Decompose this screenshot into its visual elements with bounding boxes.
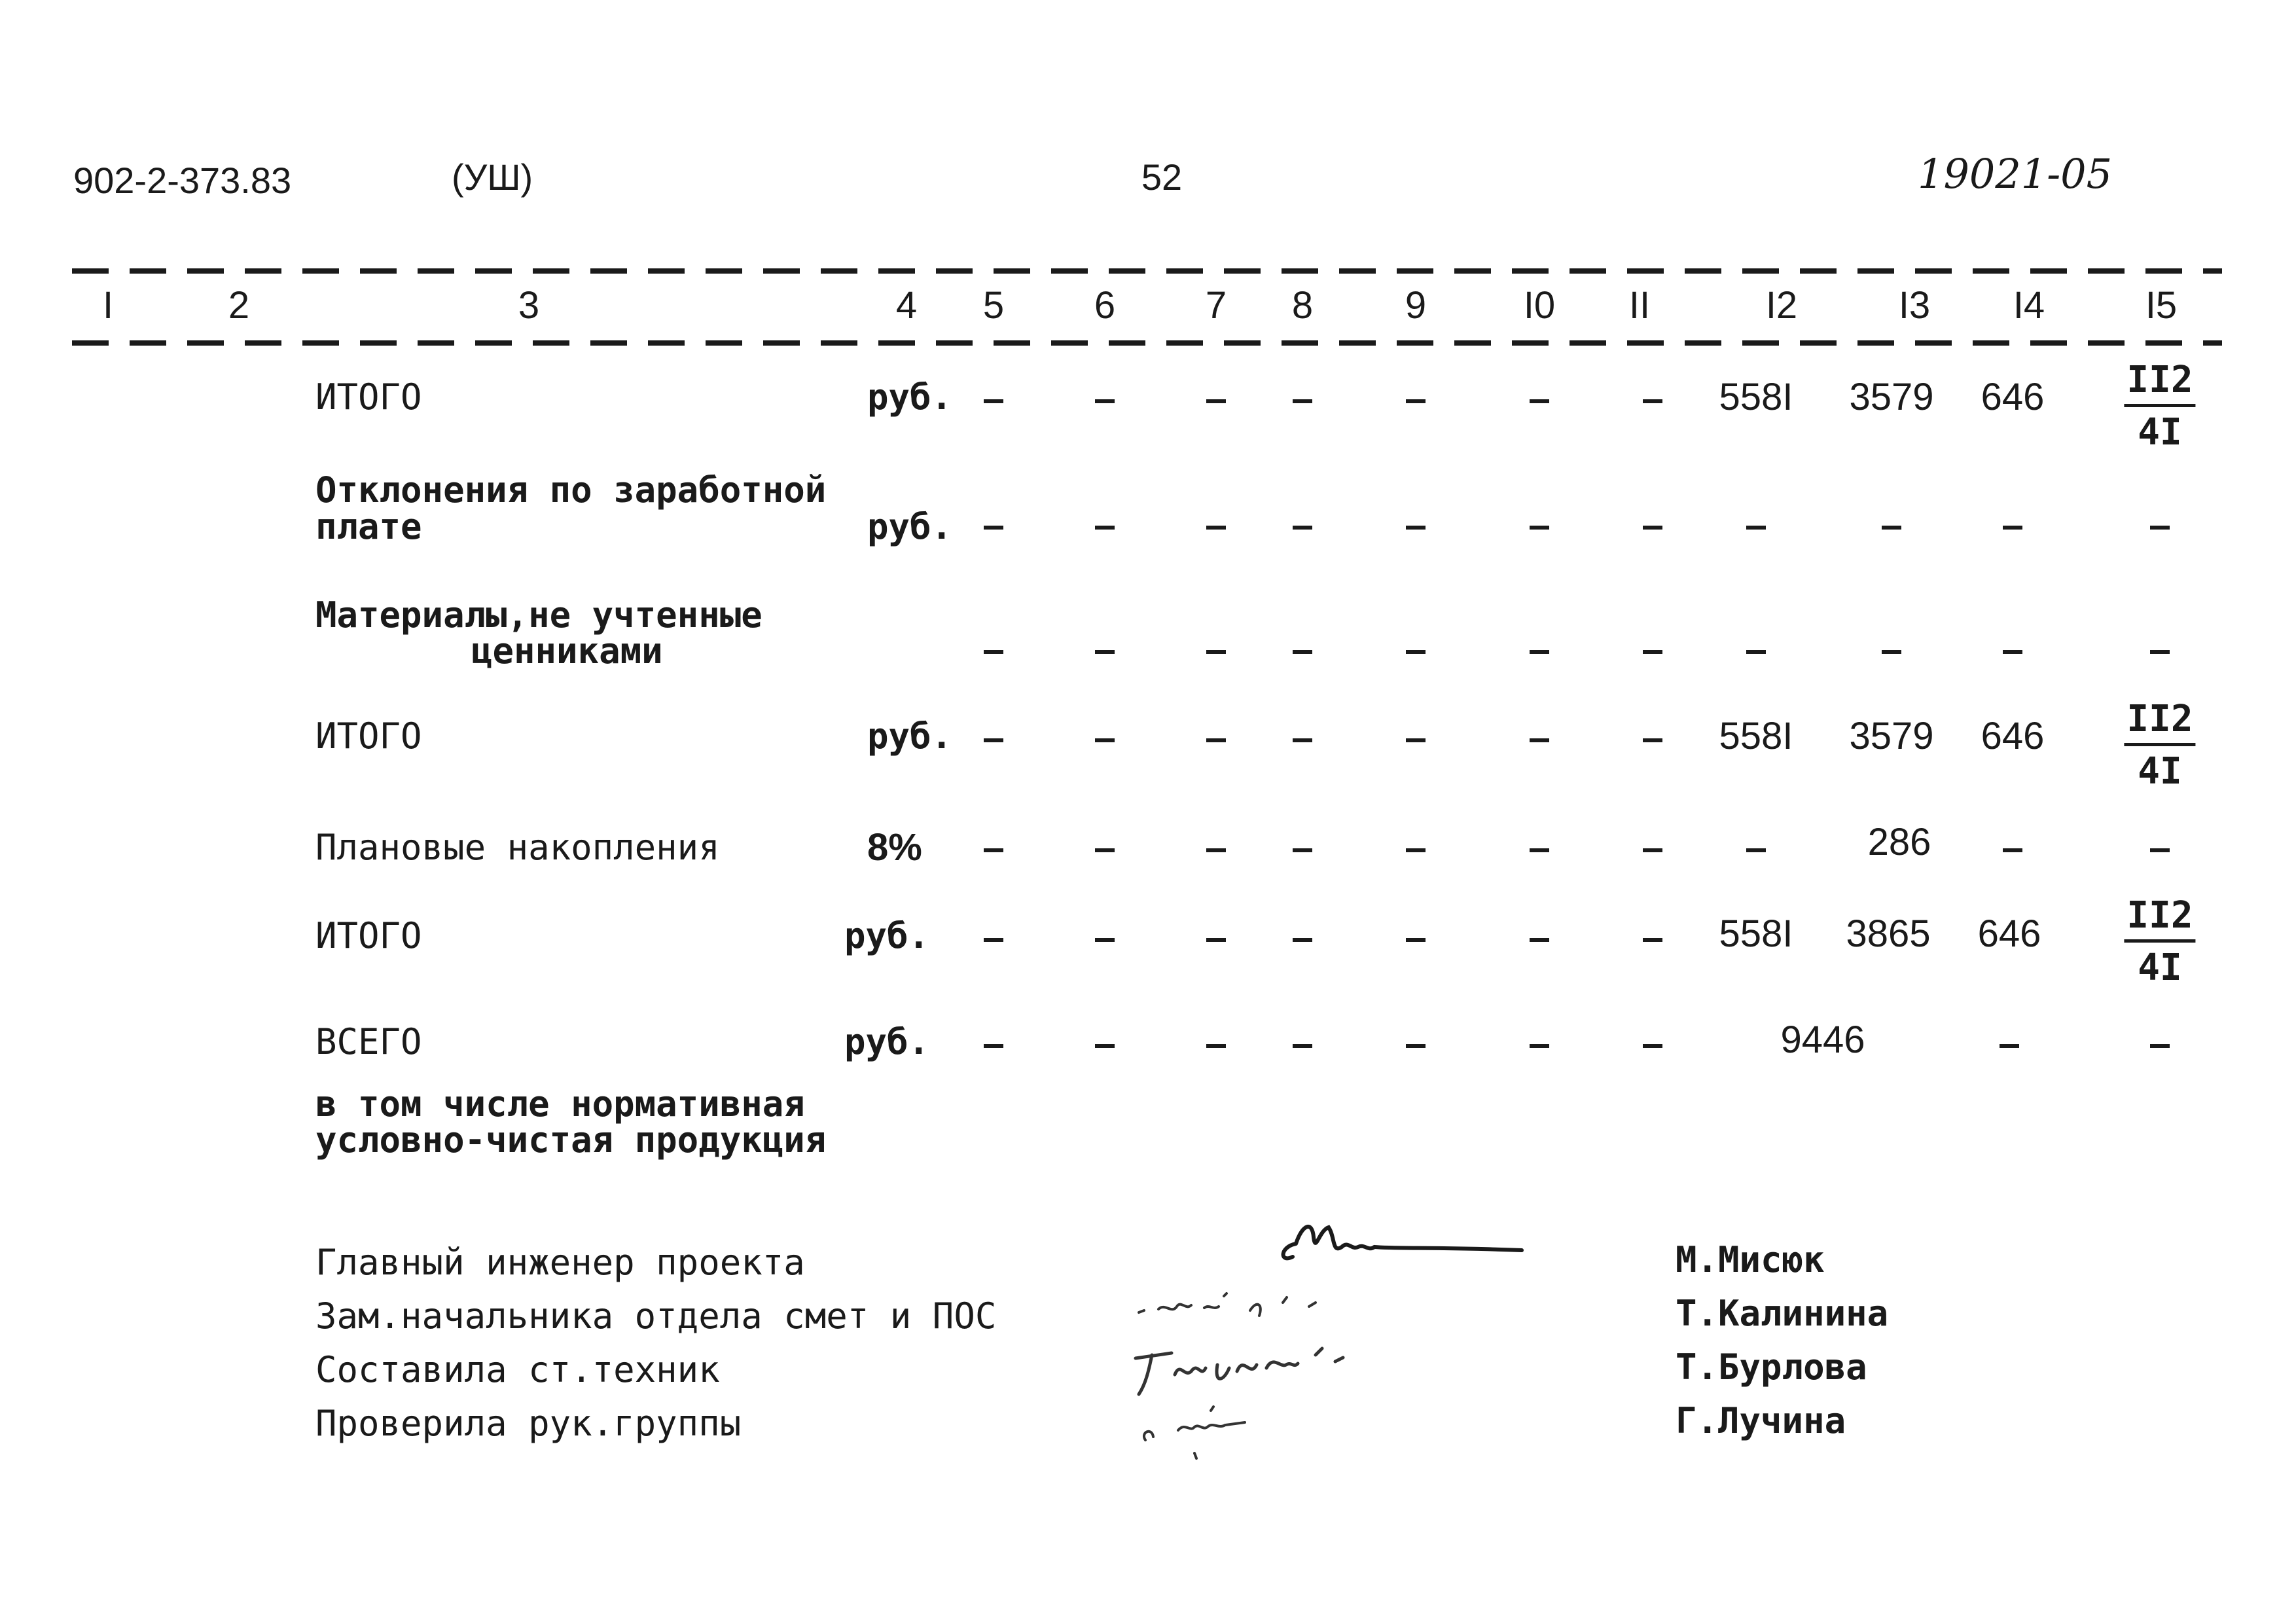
column-header-4: 4 bbox=[895, 284, 918, 327]
empty-cell-dash bbox=[2150, 848, 2170, 852]
cell-col13: 3579 bbox=[1849, 376, 1934, 418]
empty-cell-dash bbox=[1095, 938, 1115, 942]
empty-cell-dash bbox=[1406, 848, 1426, 852]
row-itogo-label: ИТОГО bbox=[315, 915, 422, 956]
empty-cell-dash bbox=[1882, 650, 1901, 654]
empty-cell-dash bbox=[2150, 526, 2170, 530]
empty-cell-dash bbox=[1293, 738, 1312, 742]
signatory-name: М.Мисюк bbox=[1676, 1239, 1825, 1280]
signature-role: Зам.начальника отдела смет и ПОС bbox=[315, 1295, 997, 1337]
empty-cell-dash bbox=[1406, 526, 1426, 530]
empty-cell-dash bbox=[1406, 738, 1426, 742]
empty-cell-dash bbox=[1095, 650, 1115, 654]
cell-col12: 558I bbox=[1719, 376, 1793, 418]
column-header-1: I bbox=[102, 284, 114, 327]
empty-cell-dash bbox=[1206, 650, 1226, 654]
column-header-9: 9 bbox=[1405, 284, 1427, 327]
empty-cell-dash bbox=[1643, 1044, 1662, 1048]
empty-cell-dash bbox=[1643, 650, 1662, 654]
empty-cell-dash bbox=[984, 738, 1003, 742]
row-unit: руб. bbox=[867, 506, 953, 547]
empty-cell-dash bbox=[1643, 848, 1662, 852]
row-mater-label-1: Материалы,не учтенные bbox=[315, 594, 762, 636]
row-vsego-label: ВСЕГО bbox=[315, 1021, 422, 1062]
empty-cell-dash bbox=[1206, 738, 1226, 742]
empty-cell-dash bbox=[1095, 1044, 1115, 1048]
empty-cell-dash bbox=[1095, 848, 1115, 852]
empty-cell-dash bbox=[1293, 526, 1312, 530]
column-header-14: I4 bbox=[2013, 284, 2045, 327]
cell-col15-fraction bbox=[2124, 698, 2195, 793]
column-header-8: 8 bbox=[1291, 284, 1314, 327]
column-header-15: I5 bbox=[2145, 284, 2178, 327]
empty-cell-dash bbox=[1293, 848, 1312, 852]
row-unit: руб. bbox=[844, 1021, 930, 1062]
empty-cell-dash bbox=[1643, 526, 1662, 530]
empty-cell-dash bbox=[1406, 938, 1426, 942]
signature-role: Главный инженер проекта bbox=[315, 1242, 805, 1283]
empty-cell-dash bbox=[1406, 1044, 1426, 1048]
handwritten-signature bbox=[1132, 1276, 1381, 1335]
empty-cell-dash bbox=[1530, 848, 1549, 852]
empty-cell-dash bbox=[1643, 938, 1662, 942]
empty-cell-dash bbox=[1206, 1044, 1226, 1048]
document-code: 902-2-373.83 bbox=[73, 160, 292, 201]
empty-cell-dash bbox=[1746, 848, 1766, 852]
empty-cell-dash bbox=[1643, 738, 1662, 742]
row-unit: руб. bbox=[867, 376, 953, 418]
empty-cell-dash bbox=[1095, 399, 1115, 403]
empty-cell-dash bbox=[1530, 1044, 1549, 1048]
cell-col12-13-total: 9446 bbox=[1780, 1019, 1865, 1061]
empty-cell-dash bbox=[1530, 650, 1549, 654]
column-header-7: 7 bbox=[1205, 284, 1227, 327]
cell-col13: 286 bbox=[1867, 821, 1931, 863]
column-header-13: I3 bbox=[1898, 284, 1931, 327]
fraction-numerator: II2 bbox=[2124, 894, 2195, 943]
fraction-denominator: 4I bbox=[2138, 750, 2182, 793]
fraction-denominator: 4I bbox=[2138, 947, 2182, 989]
cell-col13: 3865 bbox=[1846, 912, 1931, 955]
empty-cell-dash bbox=[1293, 938, 1312, 942]
row-unit: руб. bbox=[844, 915, 930, 956]
column-header-12: I2 bbox=[1765, 284, 1798, 327]
empty-cell-dash bbox=[1293, 1044, 1312, 1048]
row-itogo-label: ИТОГО bbox=[315, 376, 422, 418]
signatory-name: Г.Лучина bbox=[1676, 1400, 1846, 1441]
cell-col14: 646 bbox=[1977, 912, 2041, 955]
header-bottom-rule bbox=[72, 340, 2222, 346]
column-header-11: II bbox=[1628, 284, 1651, 327]
note-line-2: условно-чистая продукция bbox=[315, 1119, 827, 1161]
row-otkl-label-1: Отклонения по заработной bbox=[315, 469, 827, 511]
row-mater-label-2: ценниками bbox=[471, 630, 663, 672]
empty-cell-dash bbox=[1206, 938, 1226, 942]
empty-cell-dash bbox=[1293, 650, 1312, 654]
fraction-numerator: II2 bbox=[2124, 698, 2195, 746]
empty-cell-dash bbox=[984, 399, 1003, 403]
empty-cell-dash bbox=[1530, 938, 1549, 942]
empty-cell-dash bbox=[2003, 526, 2022, 530]
archive-number: 19021-05 bbox=[1918, 150, 2113, 198]
empty-cell-dash bbox=[1406, 399, 1426, 403]
empty-cell-dash bbox=[1095, 738, 1115, 742]
fraction-numerator: II2 bbox=[2124, 359, 2195, 407]
empty-cell-dash bbox=[1530, 526, 1549, 530]
page-number: 52 bbox=[1141, 156, 1183, 198]
column-header-2: 2 bbox=[228, 284, 250, 327]
signatory-name: Т.Бурлова bbox=[1676, 1346, 1867, 1388]
header-top-rule bbox=[72, 268, 2222, 274]
empty-cell-dash bbox=[984, 526, 1003, 530]
signature-role: Проверила рук.группы bbox=[315, 1403, 742, 1444]
note-line-1: в том числе нормативная bbox=[315, 1083, 805, 1125]
row-unit: руб. bbox=[867, 715, 953, 757]
cell-col15-fraction bbox=[2124, 894, 2195, 989]
empty-cell-dash bbox=[2150, 1044, 2170, 1048]
signatory-name: Т.Калинина bbox=[1676, 1293, 1889, 1334]
row-plan-label: Плановые накопления bbox=[315, 827, 720, 868]
empty-cell-dash bbox=[1530, 399, 1549, 403]
fraction-denominator: 4I bbox=[2138, 411, 2182, 454]
empty-cell-dash bbox=[2000, 1044, 2019, 1048]
column-header-10: I0 bbox=[1523, 284, 1556, 327]
cell-col15-fraction bbox=[2124, 359, 2195, 454]
column-header-6: 6 bbox=[1094, 284, 1116, 327]
row-itogo-label: ИТОГО bbox=[315, 715, 422, 757]
row-otkl-label-2: плате bbox=[315, 506, 422, 547]
empty-cell-dash bbox=[1293, 399, 1312, 403]
empty-cell-dash bbox=[2150, 650, 2170, 654]
row-unit: 8% bbox=[867, 826, 922, 869]
cell-col13: 3579 bbox=[1849, 715, 1934, 757]
empty-cell-dash bbox=[1206, 399, 1226, 403]
empty-cell-dash bbox=[1746, 526, 1766, 530]
empty-cell-dash bbox=[1206, 526, 1226, 530]
empty-cell-dash bbox=[984, 938, 1003, 942]
column-header-5: 5 bbox=[982, 284, 1005, 327]
empty-cell-dash bbox=[1530, 738, 1549, 742]
empty-cell-dash bbox=[984, 1044, 1003, 1048]
empty-cell-dash bbox=[1406, 650, 1426, 654]
cell-col12: 558I bbox=[1719, 715, 1793, 757]
cell-col12: 558I bbox=[1719, 912, 1793, 955]
cell-col14: 646 bbox=[1981, 376, 2045, 418]
cell-col14: 646 bbox=[1981, 715, 2045, 757]
column-header-3: 3 bbox=[518, 284, 540, 327]
empty-cell-dash bbox=[2003, 650, 2022, 654]
empty-cell-dash bbox=[1643, 399, 1662, 403]
handwritten-signature bbox=[1132, 1391, 1368, 1463]
document-part: (УШ) bbox=[452, 156, 533, 198]
empty-cell-dash bbox=[1746, 650, 1766, 654]
empty-cell-dash bbox=[1882, 526, 1901, 530]
empty-cell-dash bbox=[1095, 526, 1115, 530]
empty-cell-dash bbox=[2003, 848, 2022, 852]
handwritten-signature bbox=[1266, 1211, 1528, 1283]
empty-cell-dash bbox=[984, 848, 1003, 852]
empty-cell-dash bbox=[1206, 848, 1226, 852]
empty-cell-dash bbox=[984, 650, 1003, 654]
signature-role: Составила ст.техник bbox=[315, 1349, 720, 1390]
